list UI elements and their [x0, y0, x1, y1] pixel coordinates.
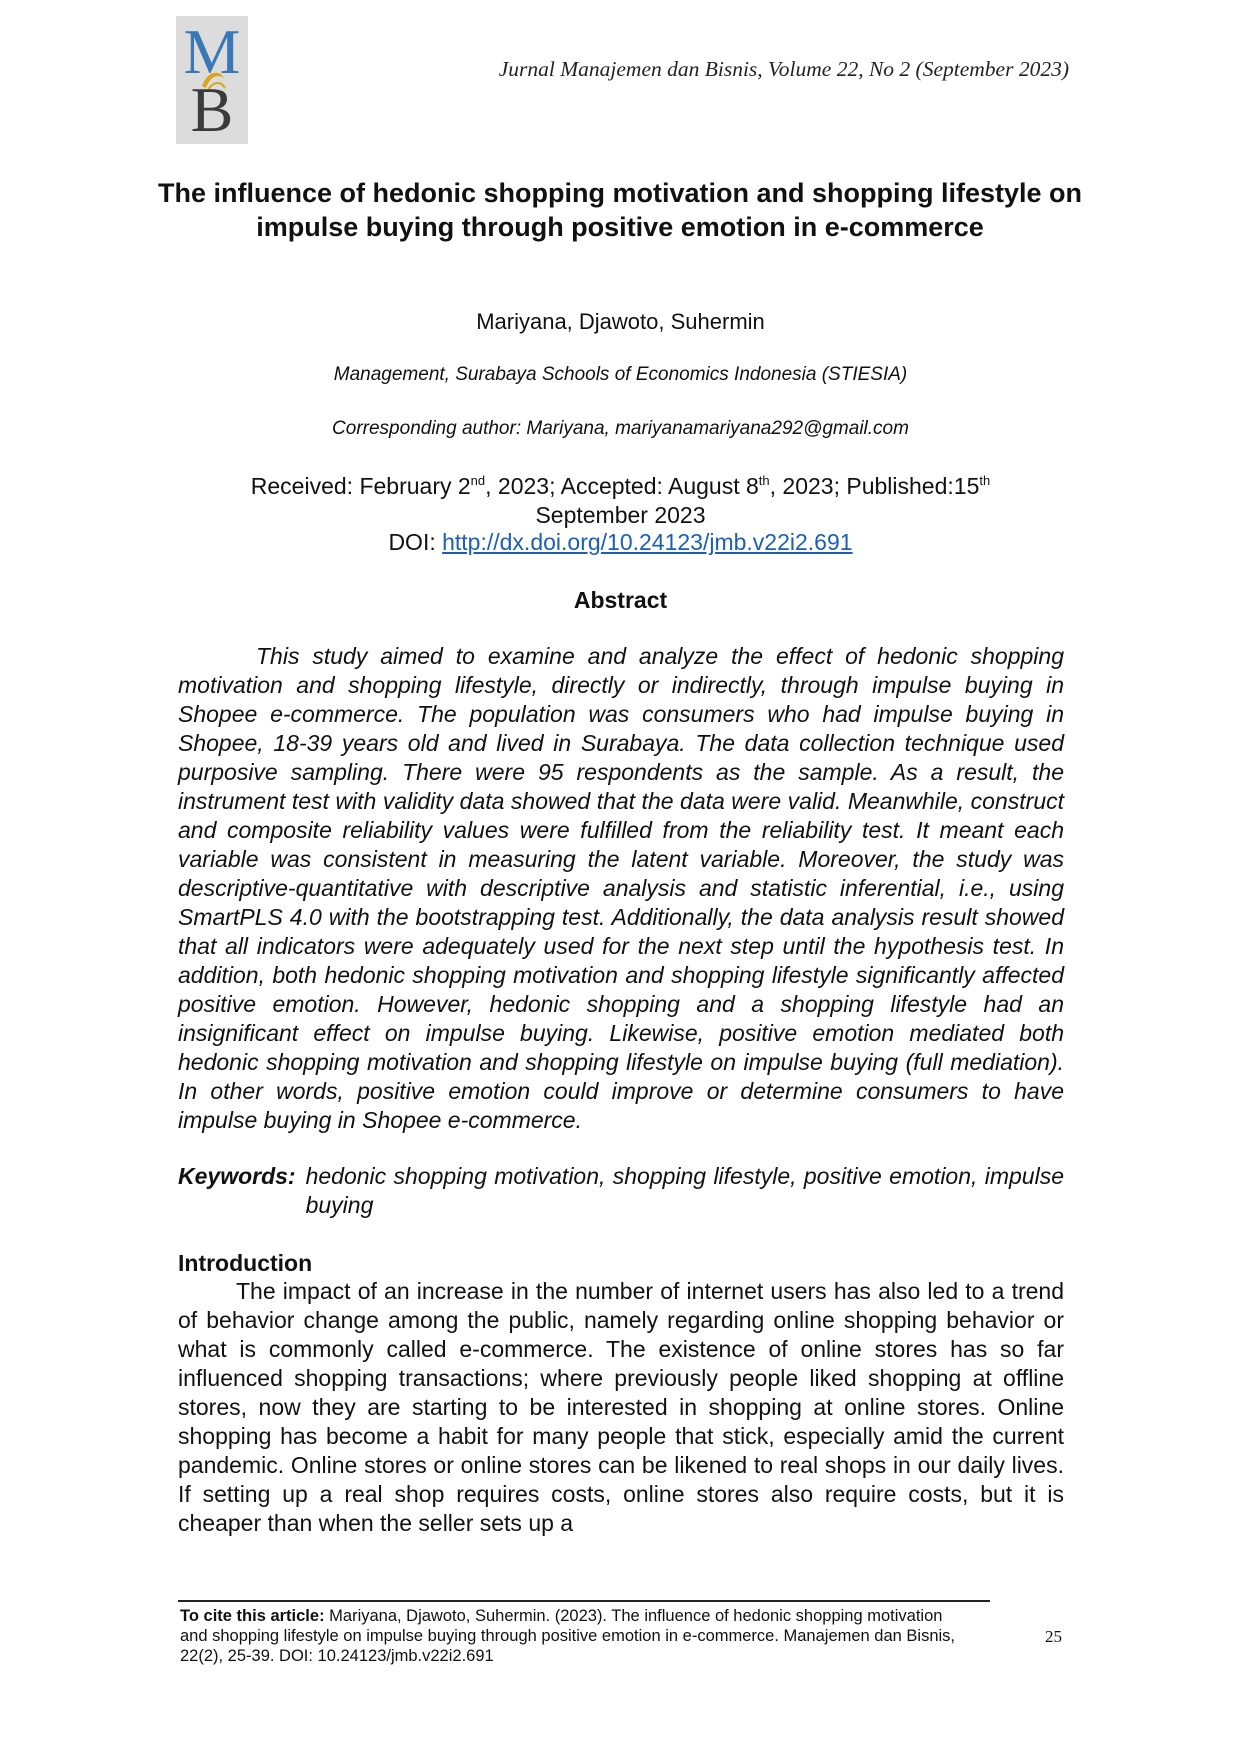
- citation-footnote: [180, 1606, 970, 1666]
- corresponding-author: Corresponding author: Mariyana, mariyanamariyana292@gmail.com: [332, 418, 909, 439]
- paper-authors: Mariyana, Djawoto, Suhermin: [476, 309, 765, 334]
- logo-letter-m: M: [183, 16, 241, 87]
- keywords-text: hedonic shopping motivation, shopping lifestyle, positive emotion, impulse buying: [305, 1163, 1064, 1218]
- abstract-text: This study aimed to examine and analyze the effect of hedonic shopping motivation and shopping lifestyle, directly or indirectly, through impulse buying in Shopee e-commerce. The population was consumers who had impulse buying in Shopee, 18-39 years old and lived in Surabaya. The data collection technique used purposive sampling. There were 95 respondents as the sample. As a result, the instrument test with validity data showed that the data were valid. Meanwhile, construct and composite reliability values were fulfilled from the reliability test. It meant each variable was consistent in measuring the latent variable. Moreover, the study was descriptive-quantitative with descriptive analysis and statistic inferential, i.e., using SmartPLS 4.0 with the bootstrapping test. Additionally, the data analysis result showed that all indicators were adequately used for the next step until the hypothesis test. In addition, both hedonic shopping motivation and shopping lifestyle significantly affected positive emotion. However, hedonic shopping and a shopping lifestyle had an insignificant effect on impulse buying. Likewise, positive emotion mediated both hedonic shopping motivation and shopping lifestyle on impulse buying (full mediation). In other words, positive emotion could improve or determine consumers to have impulse buying in Shopee e-commerce.: [178, 643, 1064, 1133]
- journal-header: Jurnal Manajemen dan Bisnis, Volume 22, No 2 (September 2023): [498, 57, 1069, 81]
- paper-affiliation: Management, Surabaya Schools of Economics Indonesia (STIESIA): [333, 364, 908, 385]
- doi-link[interactable]: http://dx.doi.org/10.24123/jmb.v22i2.691: [442, 529, 853, 555]
- citation-label: To cite this article:: [180, 1607, 325, 1625]
- keywords-label: Keywords:: [178, 1163, 296, 1189]
- publication-dates: Received: February 2nd, 2023; Accepted: August 8th, 2023; Published:15th September 2023: [250, 473, 991, 528]
- logo-letter-b: B: [190, 74, 234, 145]
- introduction-text: The impact of an increase in the number of internet users has also led to a trend of behavior change among the public, namely regarding online shopping behavior or what is commonly called e-commerce. The existence of online stores has so far influenced shopping transactions; where previously people liked shopping at offline stores, now they are starting to be interested in shopping at online stores. Online shopping has become a habit for many people that stick, especially amid the current pandemic. Online stores or online stores can be likened to real shops in our daily lives. If setting up a real shop requires costs, online stores also require costs, but it is cheaper than when the seller sets up a: [178, 1278, 1064, 1536]
- doi-label: DOI:: [388, 529, 443, 555]
- journal-logo: [176, 16, 248, 144]
- page-number: 25: [1045, 1627, 1062, 1646]
- paper-title: The influence of hedonic shopping motivation and shopping lifestyle on impulse buying through positive emotion in e-commerce: [157, 178, 1082, 242]
- citation-text: Mariyana, Djawoto, Suhermin. (2023). The influence of hedonic shopping motivation and shopping lifestyle on impulse buying through positive emotion in e-commerce. Manajemen dan Bisnis, 22(2), 25-39. DOI: 10.24123/jmb.v22i2.691: [180, 1607, 956, 1665]
- footnote-divider: [178, 1600, 990, 1602]
- keywords: [178, 1162, 1064, 1220]
- doi-line: [0, 529, 1241, 556]
- introduction-heading: Introduction: [178, 1250, 313, 1276]
- abstract-heading: Abstract: [573, 587, 668, 613]
